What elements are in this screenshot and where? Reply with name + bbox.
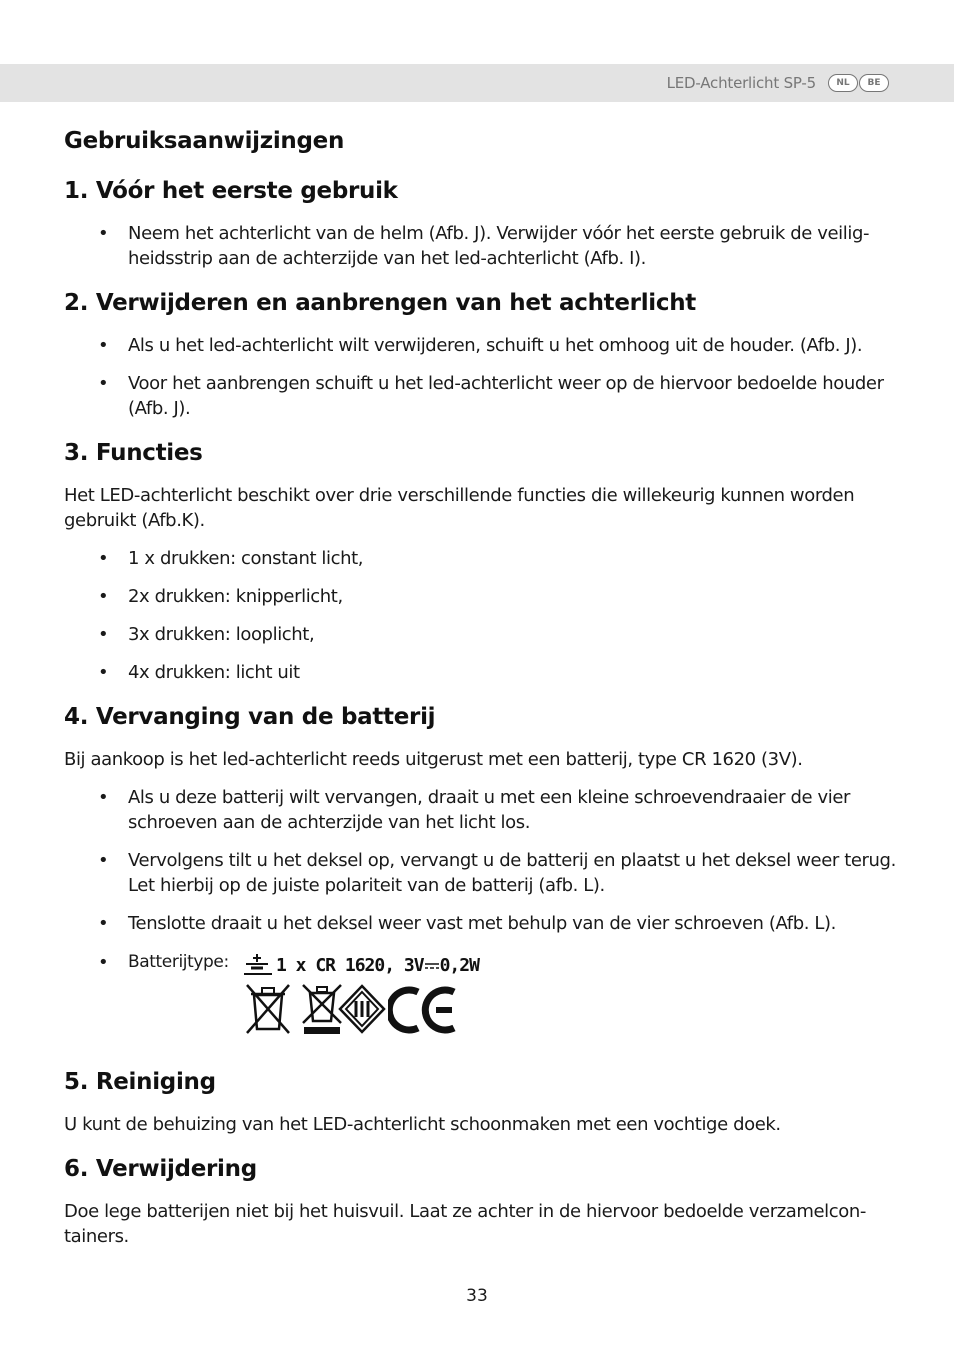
header-title: LED-Achterlicht SP-5 — [666, 74, 816, 92]
battery-icon — [242, 952, 274, 980]
list-item: 1 x drukken: constant licht, — [128, 548, 364, 569]
list-item: Als u deze batterij wilt vervangen, draait u met een kleine schroevendraaier de vier schroeven aan de achterzijde van het licht los. — [128, 787, 851, 833]
bullet-marker: • — [98, 913, 109, 934]
list-item: 3x drukken: looplicht, — [128, 624, 315, 645]
list-item: 4x drukken: licht uit — [128, 662, 300, 683]
section-heading: 2. Verwijderen en aanbrengen van het achterlicht — [64, 290, 696, 316]
protection-class-iii-icon — [338, 984, 386, 1034]
bullet-marker: • — [98, 662, 109, 683]
list-item: Voor het aanbrengen schuift u het led-achterlicht weer op de hiervoor bedoelde houder (Afb. J). — [128, 373, 884, 419]
language-badge-be: BE — [859, 74, 889, 92]
page-number: 33 — [466, 1286, 488, 1306]
page-title: Gebruiksaanwijzingen — [64, 128, 345, 154]
list-item: Neem het achterlicht van de helm (Afb. J). Verwijder vóór het eerste gebruik de veilig-heidsstrip aan de achterzijde van het led-achterlicht (Afb. I). — [128, 223, 870, 269]
paragraph: Bij aankoop is het led-achterlicht reeds uitgerust met een batterij, type CR 1620 (3V). — [64, 749, 803, 770]
bullet-marker: • — [98, 335, 109, 356]
section-heading: 3. Functies — [64, 440, 203, 466]
language-badge-nl: NL — [828, 74, 858, 92]
section-heading: 4. Vervanging van de batterij — [64, 704, 436, 730]
paragraph: Doe lege batterijen niet bij het huisvuil. Laat ze achter in de hiervoor bedoelde verzamelcon-tainers. — [64, 1201, 866, 1247]
bullet-marker: • — [98, 787, 109, 808]
weee-crossed-bin-icon — [244, 983, 292, 1035]
list-item: Vervolgens tilt u het deksel op, vervangt u de batterij en plaatst u het deksel weer terug. Let hierbij op de juiste polariteit van de batterij (afb. L). — [128, 850, 896, 896]
list-item: Als u het led-achterlicht wilt verwijderen, schuift u het omhoog uit de houder. (Afb. J). — [128, 335, 863, 356]
bullet-marker: • — [98, 624, 109, 645]
bullet-marker: • — [98, 223, 109, 244]
dc-symbol-icon — [424, 960, 440, 972]
bullet-marker: • — [98, 586, 109, 607]
section-heading: 1. Vóór het eerste gebruik — [64, 178, 398, 204]
bullet-marker: • — [98, 850, 109, 871]
ce-mark-icon — [388, 986, 460, 1034]
bullet-marker: • — [98, 952, 109, 973]
battery-power-text: 0,2W — [439, 955, 479, 976]
battery-spec-text: 1 x CR 1620, 3V — [276, 955, 424, 976]
bullet-marker: • — [98, 548, 109, 569]
section-heading: 5. Reiniging — [64, 1069, 216, 1095]
list-item: Batterijtype: — [128, 952, 229, 972]
section-heading: 6. Verwijdering — [64, 1156, 257, 1182]
paragraph: U kunt de behuizing van het LED-achterlicht schoonmaken met een vochtige doek. — [64, 1114, 781, 1135]
list-item: 2x drukken: knipperlicht, — [128, 586, 343, 607]
list-item: Tenslotte draait u het deksel weer vast met behulp van de vier schroeven (Afb. L). — [128, 913, 836, 934]
paragraph: Het LED-achterlicht beschikt over drie verschillende functies die willekeurig kunnen worden gebruikt (Afb.K). — [64, 485, 855, 531]
bullet-marker: • — [98, 373, 109, 394]
